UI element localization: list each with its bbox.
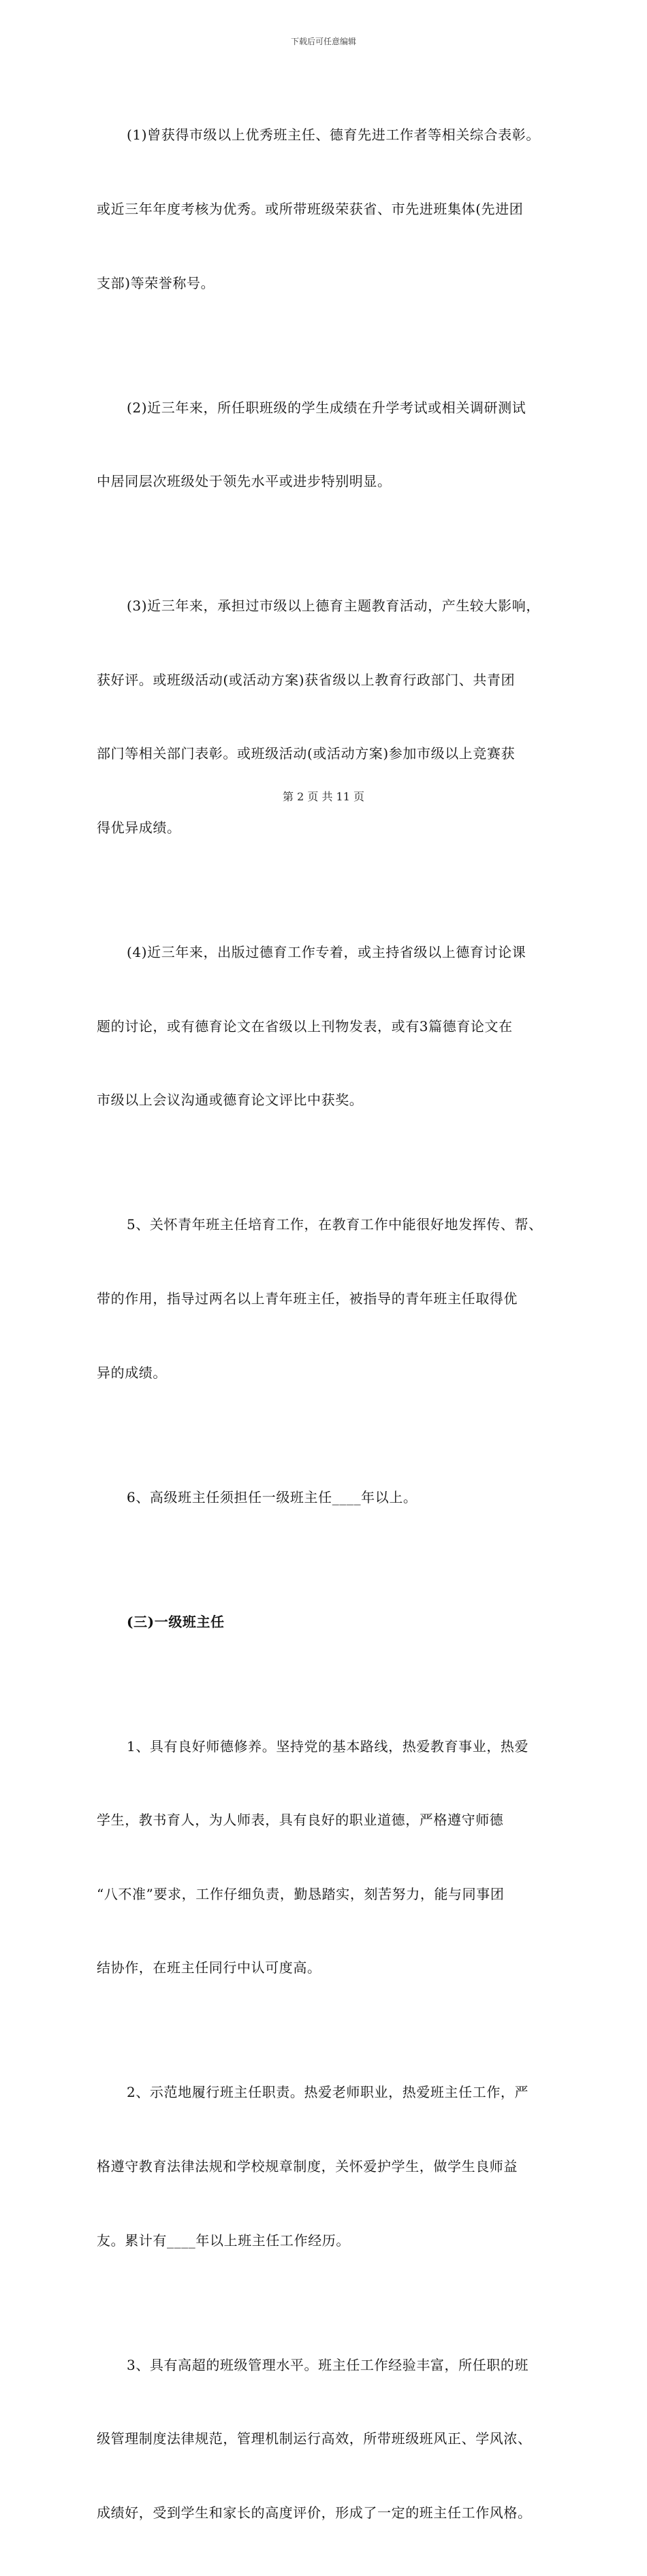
- text-line: 部门等相关部门表彰。或班级活动(或活动方案)参加市级以上竞赛获: [97, 745, 516, 762]
- text-line: 学生，教书育人，为人师表，具有良好的职业道德，严格遵守师德: [97, 1812, 504, 1829]
- text-line: 带的作用，指导过两名以上青年班主任，被指导的青年班主任取得优: [97, 1290, 518, 1307]
- section-heading: [97, 1560, 560, 1683]
- paragraph-5: [97, 1163, 560, 1434]
- text-line: 异的成绩。: [97, 1364, 167, 1381]
- paragraph-4: [97, 891, 560, 1162]
- text-line: 中居同层次班级处于领先水平或进步特别明显。: [97, 473, 392, 490]
- text-line: (4)近三年来，出版过德育工作专着，或主持省级以上德育讨论课: [127, 944, 526, 961]
- text-line: (2)近三年来，所任职班级的学生成绩在升学考试或相关调研测试: [127, 399, 526, 416]
- text-line: 2、示范地履行班主任职责。热爱老师职业，热爱班主任工作，严: [127, 2084, 529, 2101]
- text-line: 级管理制度法律规范，管理机制运行高效，所带班级班风正、学风浓、: [97, 2430, 532, 2447]
- paragraph-9: [97, 2303, 560, 2574]
- text-line: 成绩好，受到学生和家长的高度评价，形成了一定的班主任工作风格。: [97, 2504, 532, 2521]
- page-number: 第 2 页 共 11 页: [283, 790, 364, 803]
- paragraph-7: [97, 1684, 560, 2029]
- text-line: (1)曾获得市级以上优秀班主任、德育先进工作者等相关综合表彰。: [127, 127, 540, 144]
- text-line: 得优异成绩。: [97, 819, 181, 836]
- text-line: 1、具有良好师德修养。坚持党的基本路线，热爱教育事业，热爱: [127, 1738, 529, 1755]
- text-line: 或近三年年度考核为优秀。或所带班级荣获省、市先进班集体(先进团: [97, 201, 524, 218]
- text-line: 5、关怀青年班主任培育工作，在教育工作中能很好地发挥传、帮、: [127, 1216, 543, 1233]
- text-line: 获好评。或班级活动(或活动方案)获省级以上教育行政部门、共青团: [97, 671, 516, 688]
- text-line: 6、高级班主任须担任一级班主任____年以上。: [127, 1488, 417, 1505]
- text-line: “八不准”要求，工作仔细负责，勤恳踏实，刻苦努力，能与同事团: [97, 1885, 505, 1902]
- paragraph-8: [97, 2031, 560, 2302]
- text-line: 市级以上会议沟通或德育论文评比中获奖。: [97, 1092, 364, 1109]
- document-body: [97, 74, 560, 2576]
- text-line: 格遵守教育法律法规和学校规章制度，关怀爱护学生，做学生良师益: [97, 2158, 518, 2175]
- text-line: 结协作，在班主任同行中认可度高。: [97, 1959, 321, 1976]
- text-line: 题的讨论，或有德育论文在省级以上刊物发表，或有3篇德育论文在: [97, 1017, 513, 1034]
- text-line: (3)近三年来，承担过市级以上德育主题教育活动，产生较大影响，: [127, 598, 540, 615]
- text-line: 3、具有高超的班级管理水平。班主任工作经验丰富，所任职的班: [127, 2356, 529, 2373]
- text-line: 友。累计有____年以上班主任工作经历。: [97, 2232, 350, 2249]
- paragraph-1: [97, 74, 560, 344]
- section-heading-text: (三)一级班主任: [127, 1613, 225, 1630]
- paragraph-3: [97, 544, 560, 890]
- text-line: 支部)等荣誉称号。: [97, 274, 215, 291]
- page-header-note: 下载后可任意编辑: [290, 37, 356, 46]
- paragraph-2: [97, 346, 560, 543]
- paragraph-6: [97, 1435, 560, 1559]
